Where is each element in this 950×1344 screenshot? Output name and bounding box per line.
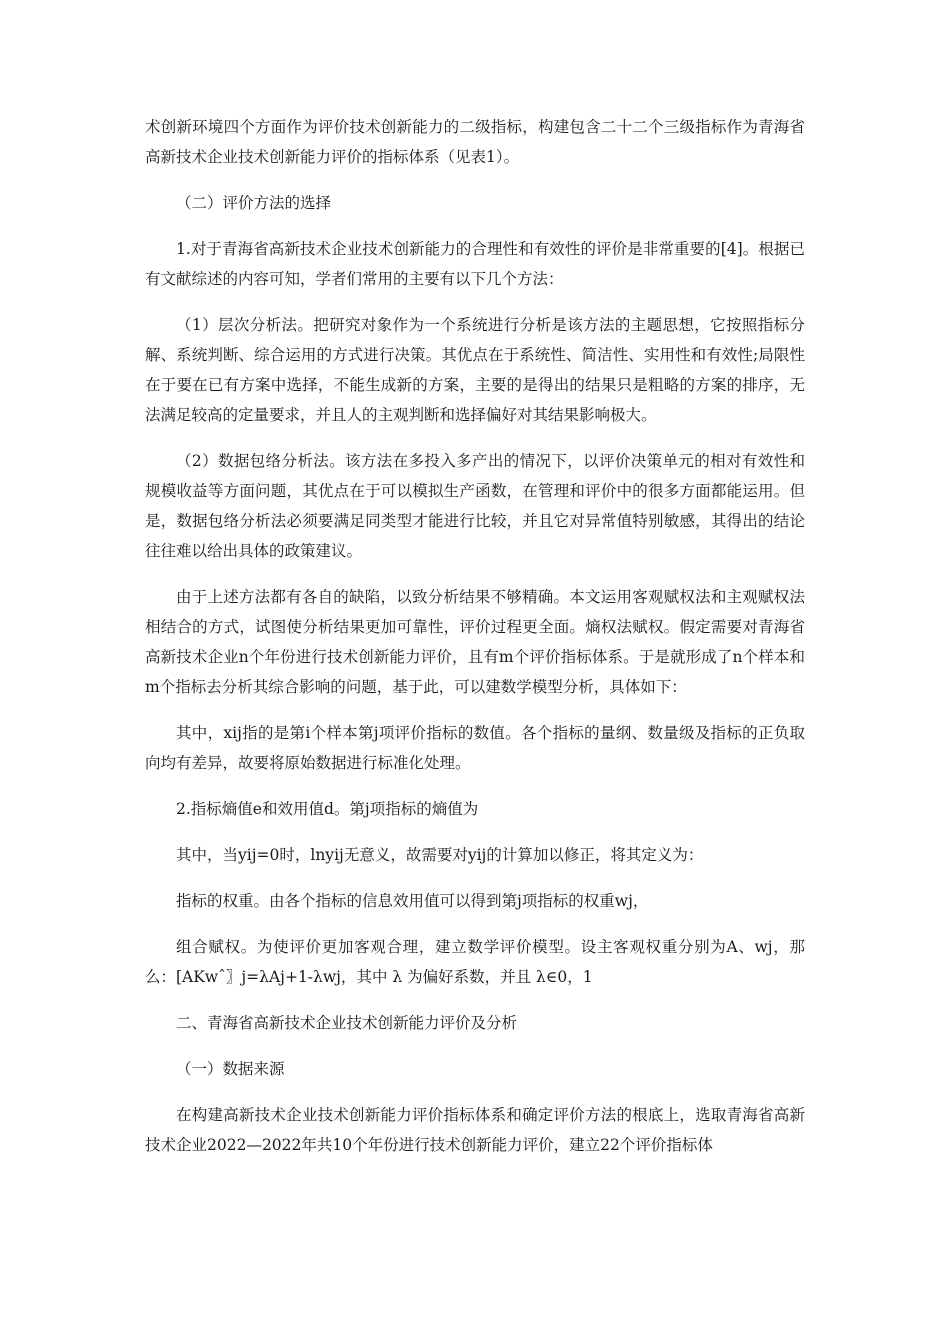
paragraph-yij: 其中，当yij=0时，lnyij无意义，故需要对yij的计算加以修正，将其定义为： bbox=[176, 846, 704, 864]
paragraph-dea: （2）数据包络分析法。该方法在多投入多产出的情况下，以评价决策单元的相对有效性和规模收益等方面问题，其优点在于可以模拟生产函数，在管理和评价中的很多方面都能运用。但是，数据包络分析法必须要满足同类型才能进行比较，并且它对异常值特别敏感，其得出的结论往往难以给出具体的政策建议。 bbox=[145, 452, 805, 560]
paragraph-intro-continuation: 术创新环境四个方面作为评价技术创新能力的二级指标，构建包含二十二个三级指标作为青海省高新技术企业技术创新能力评价的指标体系（见表1）。 bbox=[145, 118, 805, 166]
paragraph-data: 在构建高新技术企业技术创新能力评价指标体系和确定评价方法的根底上，选取青海省高新技术企业2022—2022年共10个年份进行技术创新能力评价，建立22个评价指标体 bbox=[145, 1106, 805, 1154]
paragraph-weight: 指标的权重。由各个指标的信息效用值可以得到第j项指标的权重wj， bbox=[176, 892, 649, 910]
paragraph-method-1: 1.对于青海省高新技术企业技术创新能力的合理性和有效性的评价是非常重要的[4]。根据已有文献综述的内容可知，学者们常用的主要有以下几个方法： bbox=[145, 240, 805, 288]
heading-evaluation-method: （二）评价方法的选择 bbox=[176, 194, 332, 212]
document-page bbox=[145, 112, 805, 1160]
paragraph-xij: 其中，xij指的是第i个样本第j项评价指标的数值。各个指标的量纲、数量级及指标的正负取向均有差异，故要将原始数据进行标准化处理。 bbox=[145, 724, 805, 772]
heading-section-2: 二、青海省高新技术企业技术创新能力评价及分析 bbox=[176, 1014, 518, 1032]
paragraph-method-2: 2.指标熵值e和效用值d。第j项指标的熵值为 bbox=[176, 800, 479, 818]
paragraph-ahp: （1）层次分析法。把研究对象作为一个系统进行分析是该方法的主题思想，它按照指标分解、系统判断、综合运用的方式进行决策。其优点在于系统性、简洁性、实用性和有效性;局限性在于要在已有方案中选择，不能生成新的方案，主要的是得出的结果只是粗略的方案的排序，无法满足较高的定量要求，并且人的主观判断和选择偏好对其结果影响极大。 bbox=[145, 316, 805, 424]
paragraph-combined-weight: 组合赋权。为使评价更加客观合理，建立数学评价模型。设主客观权重分别为A、wj，那么：[AKwˆ〗j=λAj+1-λwj，其中 λ 为偏好系数，并且 λ∈0，1 bbox=[145, 938, 805, 986]
heading-data-source: （一）数据来源 bbox=[176, 1060, 285, 1078]
paragraph-entropy: 由于上述方法都有各自的缺陷，以致分析结果不够精确。本文运用客观赋权法和主观赋权法相结合的方式，试图使分析结果更加可靠性，评价过程更全面。熵权法赋权。假定需要对青海省高新技术企业n个年份进行技术创新能力评价，且有m个评价指标体系。于是就形成了n个样本和m个指标去分析其综合影响的问题，基于此，可以建数学模型分析，具体如下： bbox=[145, 588, 805, 696]
